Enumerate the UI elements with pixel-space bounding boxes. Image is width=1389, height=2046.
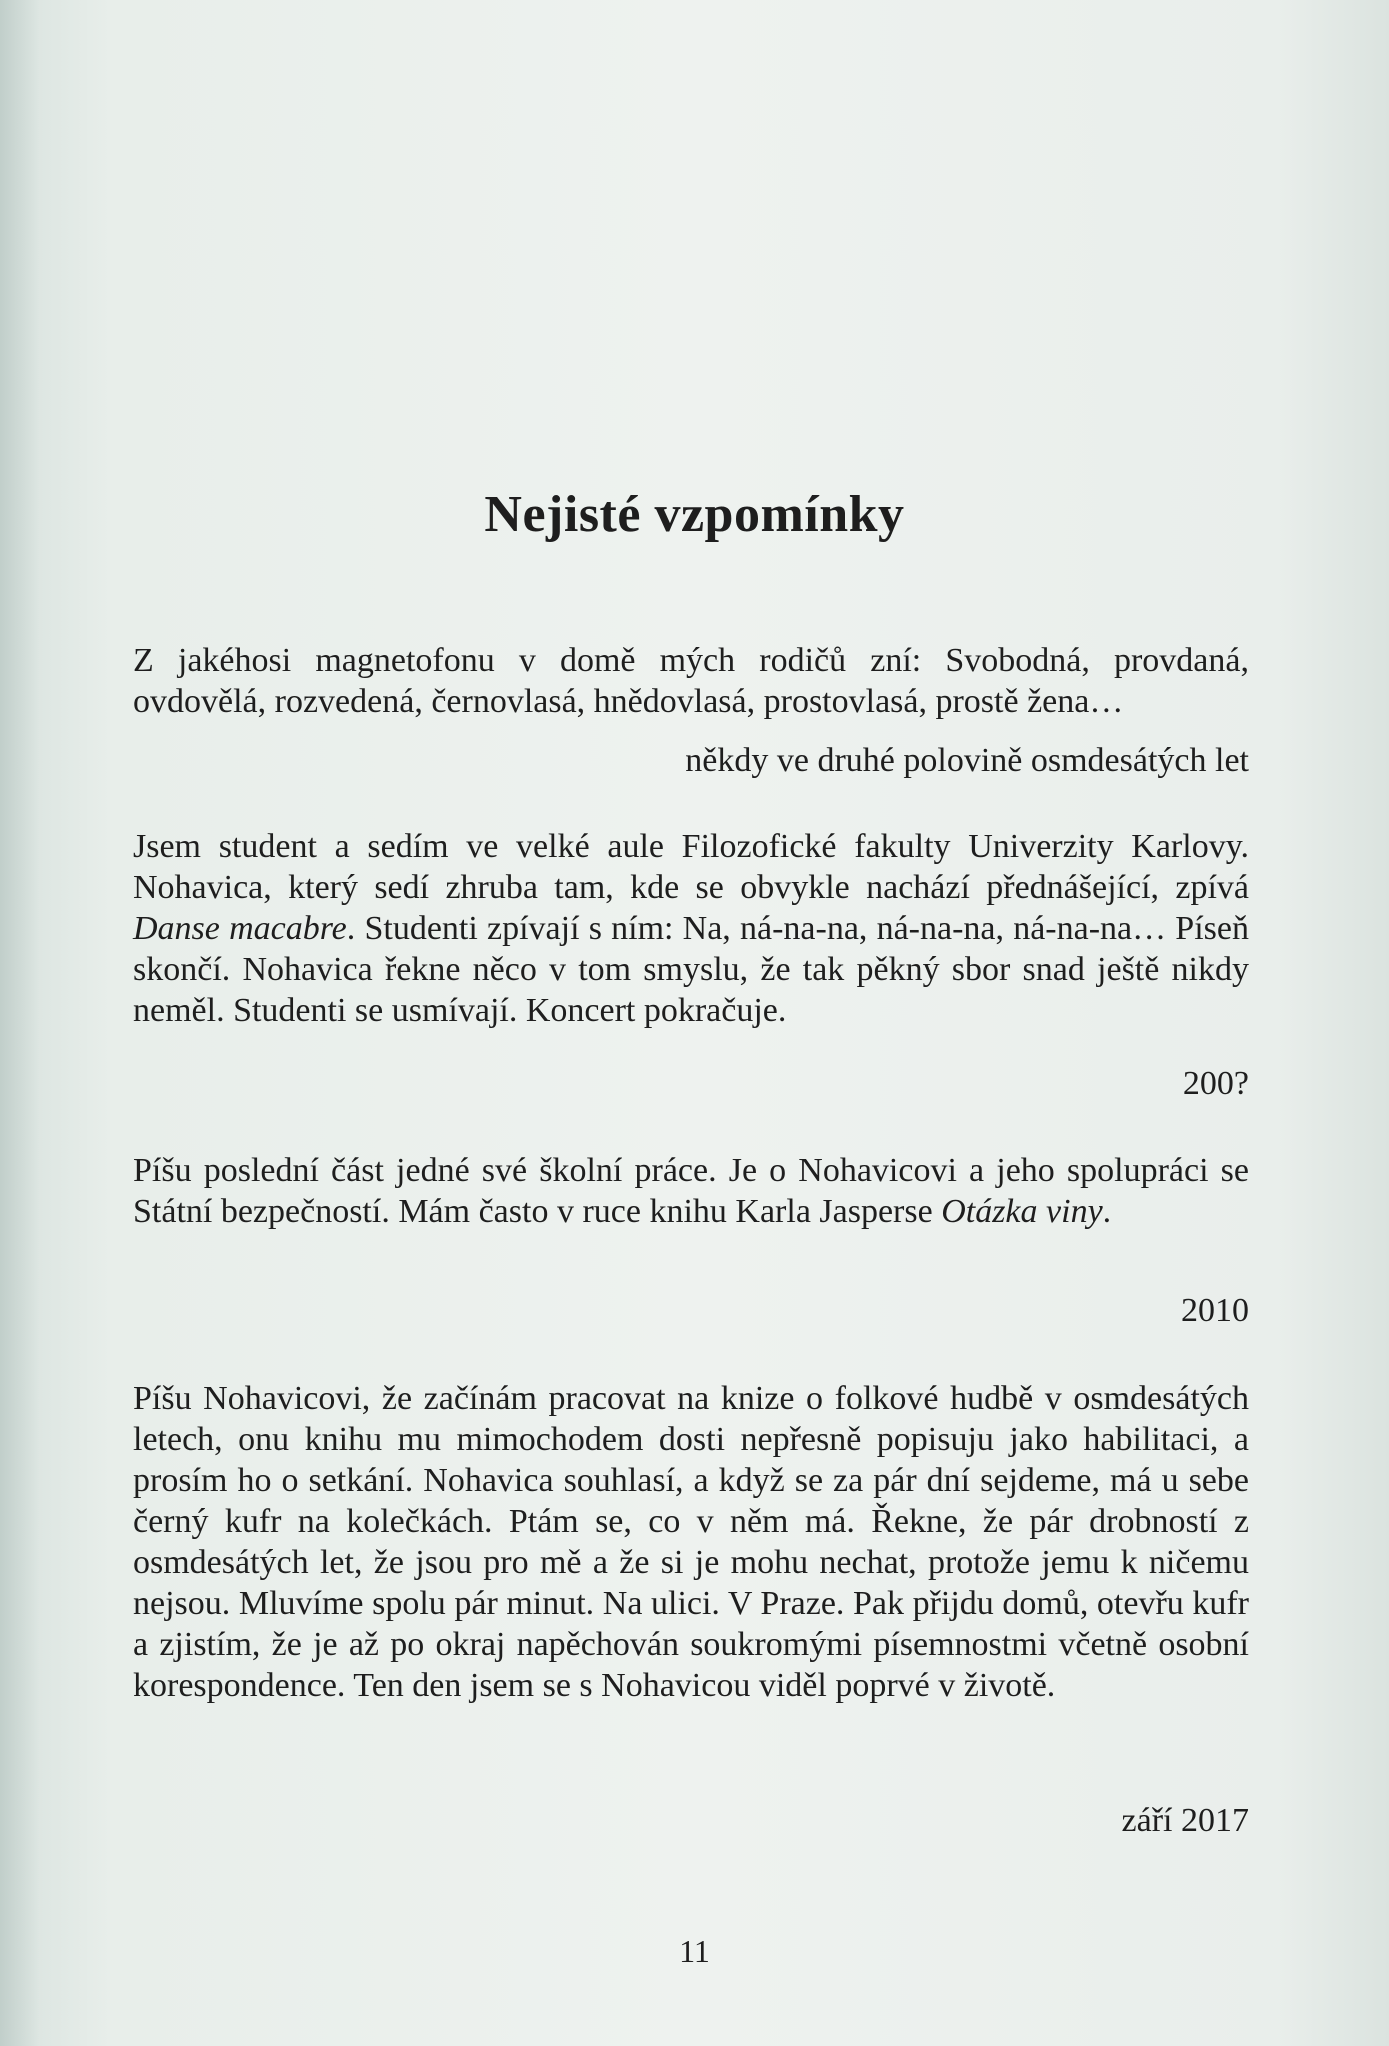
entry-1-text: Z jakéhosi magnetofonu v domě mých rodičů zní: Svobodná, provdaná, ovdovělá, rozvedená, černovlasá, hnědovlasá, prostovlasá, prostě žena… <box>133 642 1249 720</box>
entry-2-song-title: Danse macabre <box>133 910 347 947</box>
entry-2-text <box>133 826 1249 1031</box>
chapter-title: Nejisté vzpomínky <box>484 486 905 543</box>
entry-2-text-part-1: Jsem student a sedím ve velké aule Filozofické fakulty Univerzity Karlovy. Nohavica, který sedí zhruba tam, kde se obvykle nachází přednášející, zpívá <box>133 828 1249 906</box>
page-number: 11 <box>679 1933 710 1969</box>
page-gutter-shadow <box>0 0 40 2046</box>
entry-3-date: 2010 <box>1181 1292 1249 1329</box>
entry-3-text <box>133 1150 1249 1232</box>
entry-3-text-part-2: . <box>1102 1193 1112 1230</box>
entry-3-text-part-1: Píšu poslední část jedné své školní práce. Je o Nohavicovi a jeho spolupráci se Státní bezpečností. Mám často v ruce knihu Karla Jasperse <box>133 1152 1249 1230</box>
entry-2-date: 200? <box>1182 1065 1249 1102</box>
entry-2-text-part-2: . Studenti zpívají s ním: Na, ná-na-na, ná-na-na, ná-na-na… Píseň skončí. Nohavica řekne něco v tom smyslu, že tak pěkný sbor snad ještě nikdy neměl. Studenti se usmívají. Koncert pokračuje. <box>133 910 1249 1029</box>
entry-4-text: Píšu Nohavicovi, že začínám pracovat na knize o folkové hudbě v osmdesátých letech, onu knihu mu mimochodem dosti nepřesně popisuju jako habilitaci, a prosím ho o setkání. Nohavica souhlasí, a když se za pár dní sejdeme, má u sebe černý kufr na kolečkách. Ptám se, co v něm má. Řekne, že pár drobností z osmdesátých let, že jsou pro mě a že si je mohu nechat, protože jemu k ničemu nejsou. Mluvíme spolu pár minut. Na ulici. V Praze. Pak přijdu domů, otevřu kufr a zjistím, že je až po okraj napěchován soukromými písemnostmi včetně osobní korespondence. Ten den jsem se s Nohavicou viděl poprvé v životě. <box>133 1380 1249 1704</box>
entry-3-book-title: Otázka viny <box>941 1193 1103 1230</box>
entry-1-date: někdy ve druhé polovině osmdesátých let <box>685 742 1249 779</box>
entry-4-date: září 2017 <box>1121 1802 1249 1839</box>
